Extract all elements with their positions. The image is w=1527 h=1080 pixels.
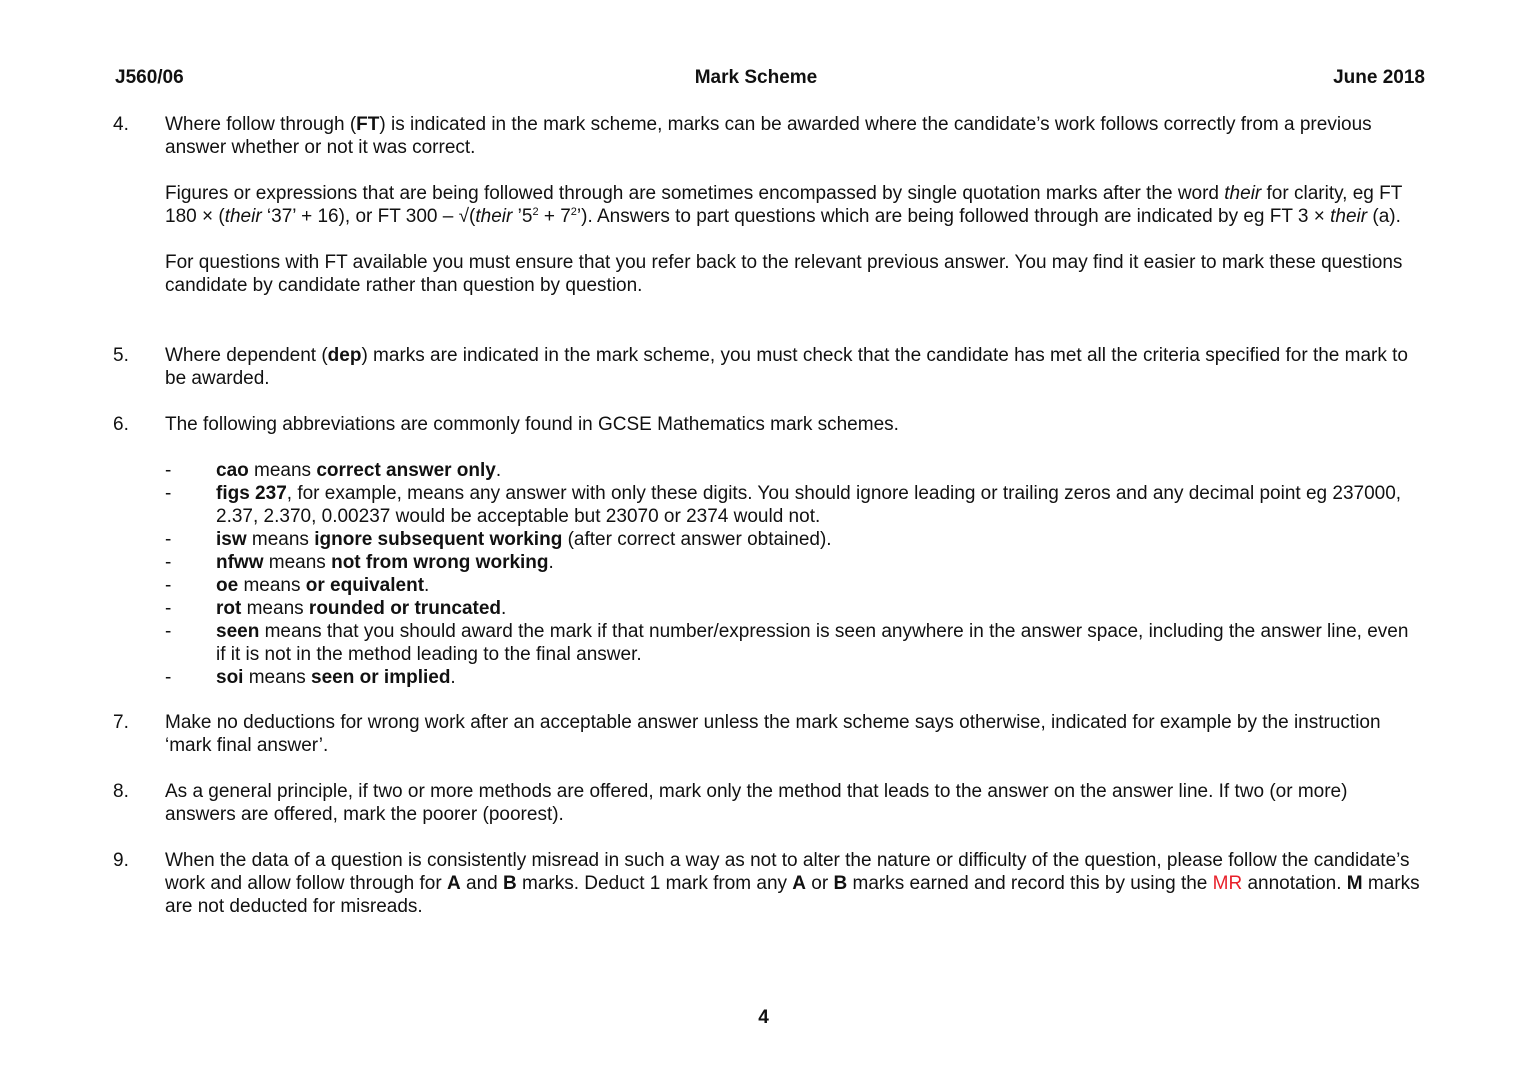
item-number: 6. bbox=[113, 414, 129, 435]
item-number: 8. bbox=[113, 781, 129, 802]
item-6 bbox=[113, 413, 1423, 689]
item-8 bbox=[113, 780, 1423, 826]
item-7 bbox=[113, 711, 1423, 757]
item-5 bbox=[113, 344, 1423, 390]
page-number: 4 bbox=[758, 1007, 769, 1028]
item-4 bbox=[113, 113, 1423, 297]
item-8-text: As a general principle, if two or more methods are offered, mark only the method that leads to the answer on the answer line. If two (or more) answers are offered, mark the poorer (poorest). bbox=[165, 781, 1348, 825]
mr-annotation: MR bbox=[1212, 873, 1243, 894]
item-number: 7. bbox=[113, 712, 129, 733]
item-4-para-1: Where follow through (FT) is indicated in the mark scheme, marks can be awarded where the candidate’s work follows correctly from a previous answer whether or not it was correct. bbox=[165, 114, 1372, 158]
list-item: - figs 237, for example, means any answer with only these digits. You should ignore leading or trailing zeros and any decimal point eg 237000, 2.37, 2.370, 0.00237 would be acceptable but 23070 or 2374 would not. bbox=[165, 483, 1402, 527]
list-item: - soi means seen or implied. bbox=[165, 667, 456, 688]
list-item: - seen means that you should award the mark if that number/expression is seen anywhere in the answer space, including the answer line, even if it is not in the method leading to the final answer. bbox=[165, 621, 1409, 665]
item-4-para-3: For questions with FT available you must ensure that you refer back to the relevant previous answer. You may find it easier to mark these questions candidate by candidate rather than question by question. bbox=[165, 252, 1403, 296]
list-item: - oe means or equivalent. bbox=[165, 575, 430, 596]
item-number: 5. bbox=[113, 345, 129, 366]
item-9 bbox=[113, 849, 1423, 918]
item-9-text: When the data of a question is consistently misread in such a way as not to alter the nature or difficulty of the question, please follow the candidate’s work and allow follow through for A and B marks. Deduct 1 mark from any A or B marks earned and record this by using the MR annotation. M marks are not deducted for misreads. bbox=[165, 850, 1420, 917]
abbreviation-list bbox=[165, 459, 1423, 689]
list-item: - rot means rounded or truncated. bbox=[165, 598, 507, 619]
list-item: - cao means correct answer only. bbox=[165, 460, 502, 481]
item-6-intro: The following abbreviations are commonly found in GCSE Mathematics mark schemes. bbox=[165, 414, 899, 435]
item-number: 4. bbox=[113, 114, 129, 135]
header-date: June 2018 bbox=[1333, 67, 1425, 88]
header-title: Mark Scheme bbox=[694, 67, 818, 88]
header-code: J560/06 bbox=[115, 67, 184, 88]
item-7-text: Make no deductions for wrong work after an acceptable answer unless the mark scheme says otherwise, indicated for example by the instruction ‘mark final answer’. bbox=[165, 712, 1381, 756]
list-item: - isw means ignore subsequent working (after correct answer obtained). bbox=[165, 529, 832, 550]
item-4-para-2: Figures or expressions that are being followed through are sometimes encompassed by single quotation marks after the word their for clarity, eg FT 180 × (their ‘37’ + 16), or FT 300 – √(their $’5^2$ + $7^2$’). Answers to part questions which are being followed through are indicated by eg FT 3 × their (a). bbox=[165, 183, 1403, 227]
item-5-text: Where dependent (dep) marks are indicated in the mark scheme, you must check that the candidate has met all the criteria specified for the mark to be awarded. bbox=[165, 345, 1408, 389]
item-number: 9. bbox=[113, 850, 129, 871]
list-item: - nfww means not from wrong working. bbox=[165, 552, 554, 573]
